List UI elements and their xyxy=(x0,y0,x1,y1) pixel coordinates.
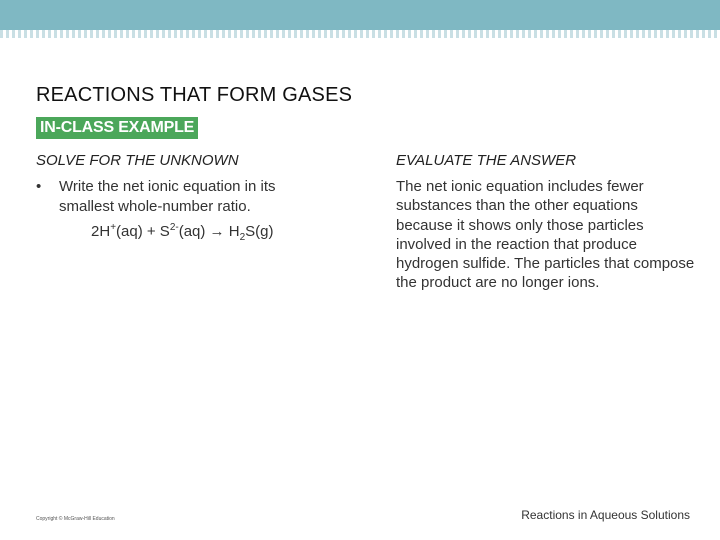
bullet-icon: • xyxy=(36,178,42,195)
equation-superscript: 2- xyxy=(169,222,179,233)
in-class-example-badge: IN-CLASS EXAMPLE xyxy=(36,117,198,139)
footer-chapter-title: Reactions in Aqueous Solutions xyxy=(521,508,690,522)
header-bar xyxy=(0,0,720,30)
copyright-text: Copyright © McGraw-Hill Education xyxy=(36,516,115,522)
equation-superscript: + xyxy=(110,222,117,233)
equation-part: S(g) xyxy=(245,223,274,240)
evaluate-text: The net ionic equation includes fewer substances than the other equations because it shows only those particles involved in the reaction that produce hydrogen sulfide. The particles that compose the product are no longer ions. xyxy=(396,178,695,292)
slide-title: REACTIONS THAT FORM GASES xyxy=(36,84,353,106)
solve-heading: SOLVE FOR THE UNKNOWN xyxy=(36,152,239,169)
equation-part: (aq) + S xyxy=(116,223,170,240)
equation-part: (aq) → H xyxy=(178,223,240,240)
equation-subscript: 2 xyxy=(239,232,246,243)
evaluate-heading: EVALUATE THE ANSWER xyxy=(396,152,577,169)
net-ionic-equation xyxy=(91,222,273,243)
bullet-text: Write the net ionic equation in its smallest whole-number ratio. xyxy=(59,178,276,215)
header-stripe xyxy=(0,30,720,38)
equation-part: 2H xyxy=(91,223,111,240)
